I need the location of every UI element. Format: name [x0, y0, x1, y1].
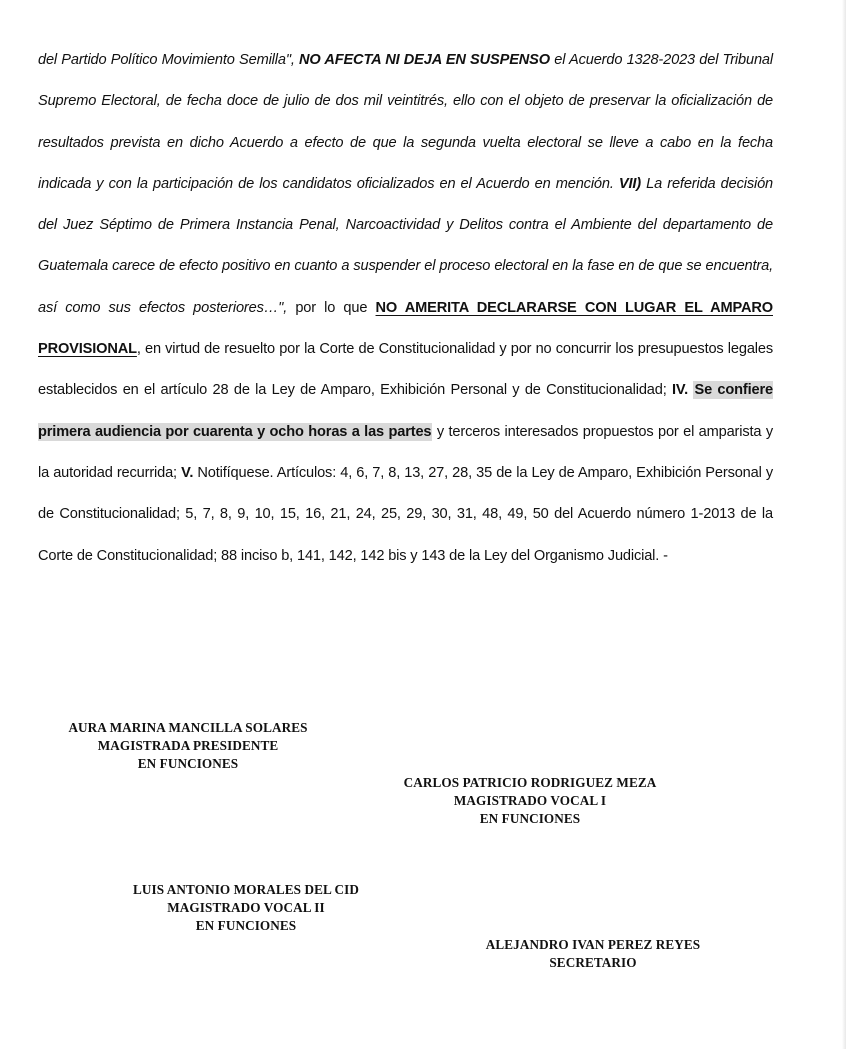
signature-block-vocal-ii [96, 881, 396, 935]
signer-status: EN FUNCIONES [137, 756, 239, 771]
emphasis-no-afecta: NO AFECTA NI DEJA EN SUSPENSO [299, 52, 550, 68]
text-segment: Notifíquese. Artículos: 4, 6, 7, 8, 13, 27, 28, 35 de la Ley de Amparo, Exhibición Personal y de Constitucionalidad; 5, 7, 8, 9, 10, 15, 16, 21, 24, 25, 29, 30, 31, 48, 49, 50 del Acuerdo número 1-2013 de la Corte de Constitucionalidad; 88 inciso b, 141, 142, 142 bis y 143 de la Ley del Organismo Judicial. - [38, 464, 773, 564]
numeral-iv: IV. [672, 382, 689, 399]
text-segment: La referida decisión del Juez Séptimo de Primera Instancia Penal, Narcoactividad y Delitos contra el Ambiente del departamento de Guatemala carece de efecto positivo en cuanto a suspender el proceso electoral en la fase en de que se encuentra, así como sus efectos posteriores…", [38, 175, 773, 316]
signer-name: ALEJANDRO IVAN PEREZ REYES [485, 937, 701, 952]
signer-title: MAGISTRADO VOCAL II [167, 900, 325, 915]
signer-name: CARLOS PATRICIO RODRIGUEZ MEZA [403, 775, 657, 790]
signer-status: EN FUNCIONES [479, 811, 581, 826]
signer-title: SECRETARIO [549, 955, 637, 970]
text-segment: , en virtud de resuelto por la Corte de Constitucionalidad y por no concurrir los presupuestos legales establecidos en el artículo 28 de la Ley de Amparo, Exhibición Personal y de Constitucionalidad; [38, 341, 773, 399]
text-segment: por lo que [287, 299, 376, 316]
signature-block-vocal-i [379, 774, 681, 828]
page-edge-shadow [842, 0, 846, 1049]
numeral-v: V. [181, 464, 194, 481]
signer-title: MAGISTRADA PRESIDENTE [97, 738, 279, 753]
numeral-vii: VII) [618, 175, 642, 192]
emphasis-no-amerita: NO AMERITA DECLARARSE CON LUGAR EL AMPARO PROVISIONAL [38, 299, 773, 358]
signer-name: AURA MARINA MANCILLA SOLARES [68, 720, 308, 735]
signer-status: EN FUNCIONES [195, 918, 297, 933]
highlighted-audiencia: Se confiere primera audiencia por cuarenta y ocho horas a las partes [38, 382, 773, 440]
text-segment: el Acuerdo 1328-2023 del Tribunal Supremo Electoral, de fecha doce de julio de dos mil veintitrés, ello con el objeto de preservar la oficialización de resultados prevista en dicho Acuerdo a efecto de que la segunda vuelta electoral se lleve a cabo en la fecha indicada y con la participación de los candidatos oficializados en el Acuerdo en mención. [38, 52, 773, 192]
text-segment: del Partido Político Movimiento Semilla", [38, 52, 300, 68]
resolution-body-text [38, 40, 773, 577]
signer-title: MAGISTRADO VOCAL I [453, 793, 607, 808]
signer-name: LUIS ANTONIO MORALES DEL CID [132, 882, 360, 897]
signature-block-presidente [38, 719, 338, 773]
text-segment: y terceros interesados propuestos por el amparista y la autoridad recurrida; [38, 423, 773, 481]
signature-block-secretario [461, 936, 725, 972]
